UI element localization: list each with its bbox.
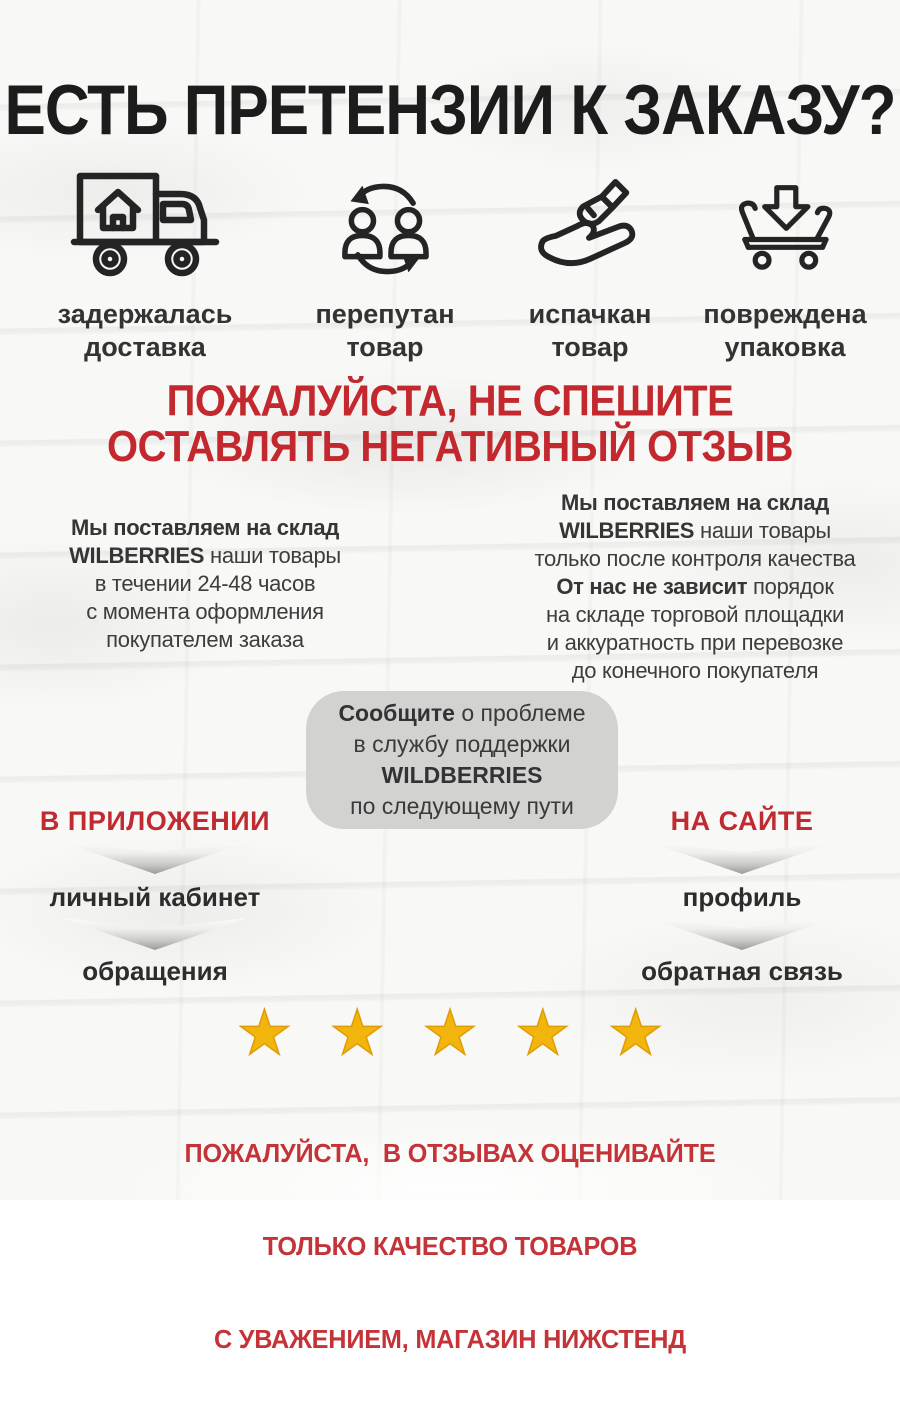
info-line [520, 573, 870, 601]
issue-label-line1: задержалась [57, 299, 233, 329]
shipping-info-left [38, 514, 372, 654]
brand-name: WILBERRIES [559, 518, 695, 543]
info-line: и аккуратность при перевозке [546, 630, 844, 655]
issue-label-line2: доставка [84, 332, 206, 362]
brand-name: WILBERRIES [69, 543, 205, 568]
issue-damaged-packaging [670, 168, 900, 364]
info-line-rest: наши товары [204, 543, 341, 568]
info-line: на складе торговой площадки [546, 602, 844, 627]
app-path-step-requests: обращения [82, 956, 228, 986]
warning-headline [23, 375, 878, 471]
info-line: до конечного покупателя [571, 658, 819, 683]
info-line-bold: Мы поставляем на склад [70, 515, 339, 540]
shipping-info-right [520, 489, 870, 685]
exchange-icon [270, 168, 500, 282]
issue-label [270, 298, 500, 364]
site-path-heading: НА САЙТЕ [670, 806, 814, 836]
issue-delayed-delivery [30, 168, 260, 364]
issue-label-line1: испачкан [528, 299, 652, 329]
truck-icon [30, 168, 260, 282]
info-line [520, 489, 870, 517]
info-line-bold: Мы поставляем на склад [560, 490, 829, 515]
bubble-line-bold: Сообщите [338, 700, 455, 726]
bubble-line-rest: о проблеме [454, 700, 586, 726]
five-star-rating: ★ ★ ★ ★ ★ [236, 999, 664, 1068]
footer-line2: ТОЛЬКО КАЧЕСТВО ТОВАРОВ [262, 1231, 638, 1261]
info-line: только после контроля качества [534, 546, 856, 571]
info-line-bold: От нас не зависит [556, 574, 748, 599]
site-path-step-feedback: обратная связь [641, 956, 843, 986]
chevron-down-icon [649, 918, 835, 950]
app-path-heading: В ПРИЛОЖЕНИИ [39, 806, 271, 836]
site-path [612, 806, 872, 986]
site-path-step-profile: профиль [682, 882, 802, 912]
info-line-rest: наши товары [694, 518, 831, 543]
info-line [38, 542, 372, 570]
chevron-down-icon [62, 842, 248, 874]
support-note-bubble [306, 691, 618, 829]
info-line-rest: порядок [747, 574, 834, 599]
info-line: покупателем заказа [106, 627, 304, 652]
footer-line3: С УВАЖЕНИЕМ, МАГАЗИН НИЖСТЕНД [213, 1324, 687, 1354]
bubble-line [306, 760, 618, 791]
bubble-line: в службу поддержки [353, 731, 571, 757]
info-line: с момента оформления [86, 599, 324, 624]
damaged-package-icon [670, 168, 900, 282]
issue-label-line1: повреждена [703, 299, 867, 329]
issue-label-line2: упаковка [724, 332, 846, 362]
info-line: в течении 24-48 часов [94, 571, 316, 596]
issue-label [670, 298, 900, 364]
issue-label-line1: перепутан [315, 299, 455, 329]
issue-label-line2: товар [551, 332, 629, 362]
info-line [38, 514, 372, 542]
warning-line2: ОСТАВЛЯТЬ НЕГАТИВНЫЙ ОТЗЫВ [107, 421, 793, 471]
bubble-line [306, 698, 618, 729]
issue-wrong-item [270, 168, 500, 364]
issue-label-line2: товар [346, 332, 424, 362]
bubble-line: по следующему пути [350, 793, 574, 819]
page-title: ЕСТЬ ПРЕТЕНЗИИ К ЗАКАЗУ? [4, 71, 896, 150]
app-path-step-account: личный кабинет [49, 882, 261, 912]
chevron-down-icon [649, 842, 835, 874]
chevron-down-icon [62, 918, 248, 950]
app-path [25, 806, 285, 986]
footer-line1: ПОЖАЛУЙСТА, В ОТЗЫВАХ ОЦЕНИВАЙТЕ [184, 1138, 716, 1168]
footer-note [14, 1076, 887, 1417]
brand-name: WILDBERRIES [381, 762, 543, 788]
warning-line1: ПОЖАЛУЙСТА, НЕ СПЕШИТЕ [166, 375, 734, 425]
issue-label [30, 298, 260, 364]
info-line [520, 517, 870, 545]
